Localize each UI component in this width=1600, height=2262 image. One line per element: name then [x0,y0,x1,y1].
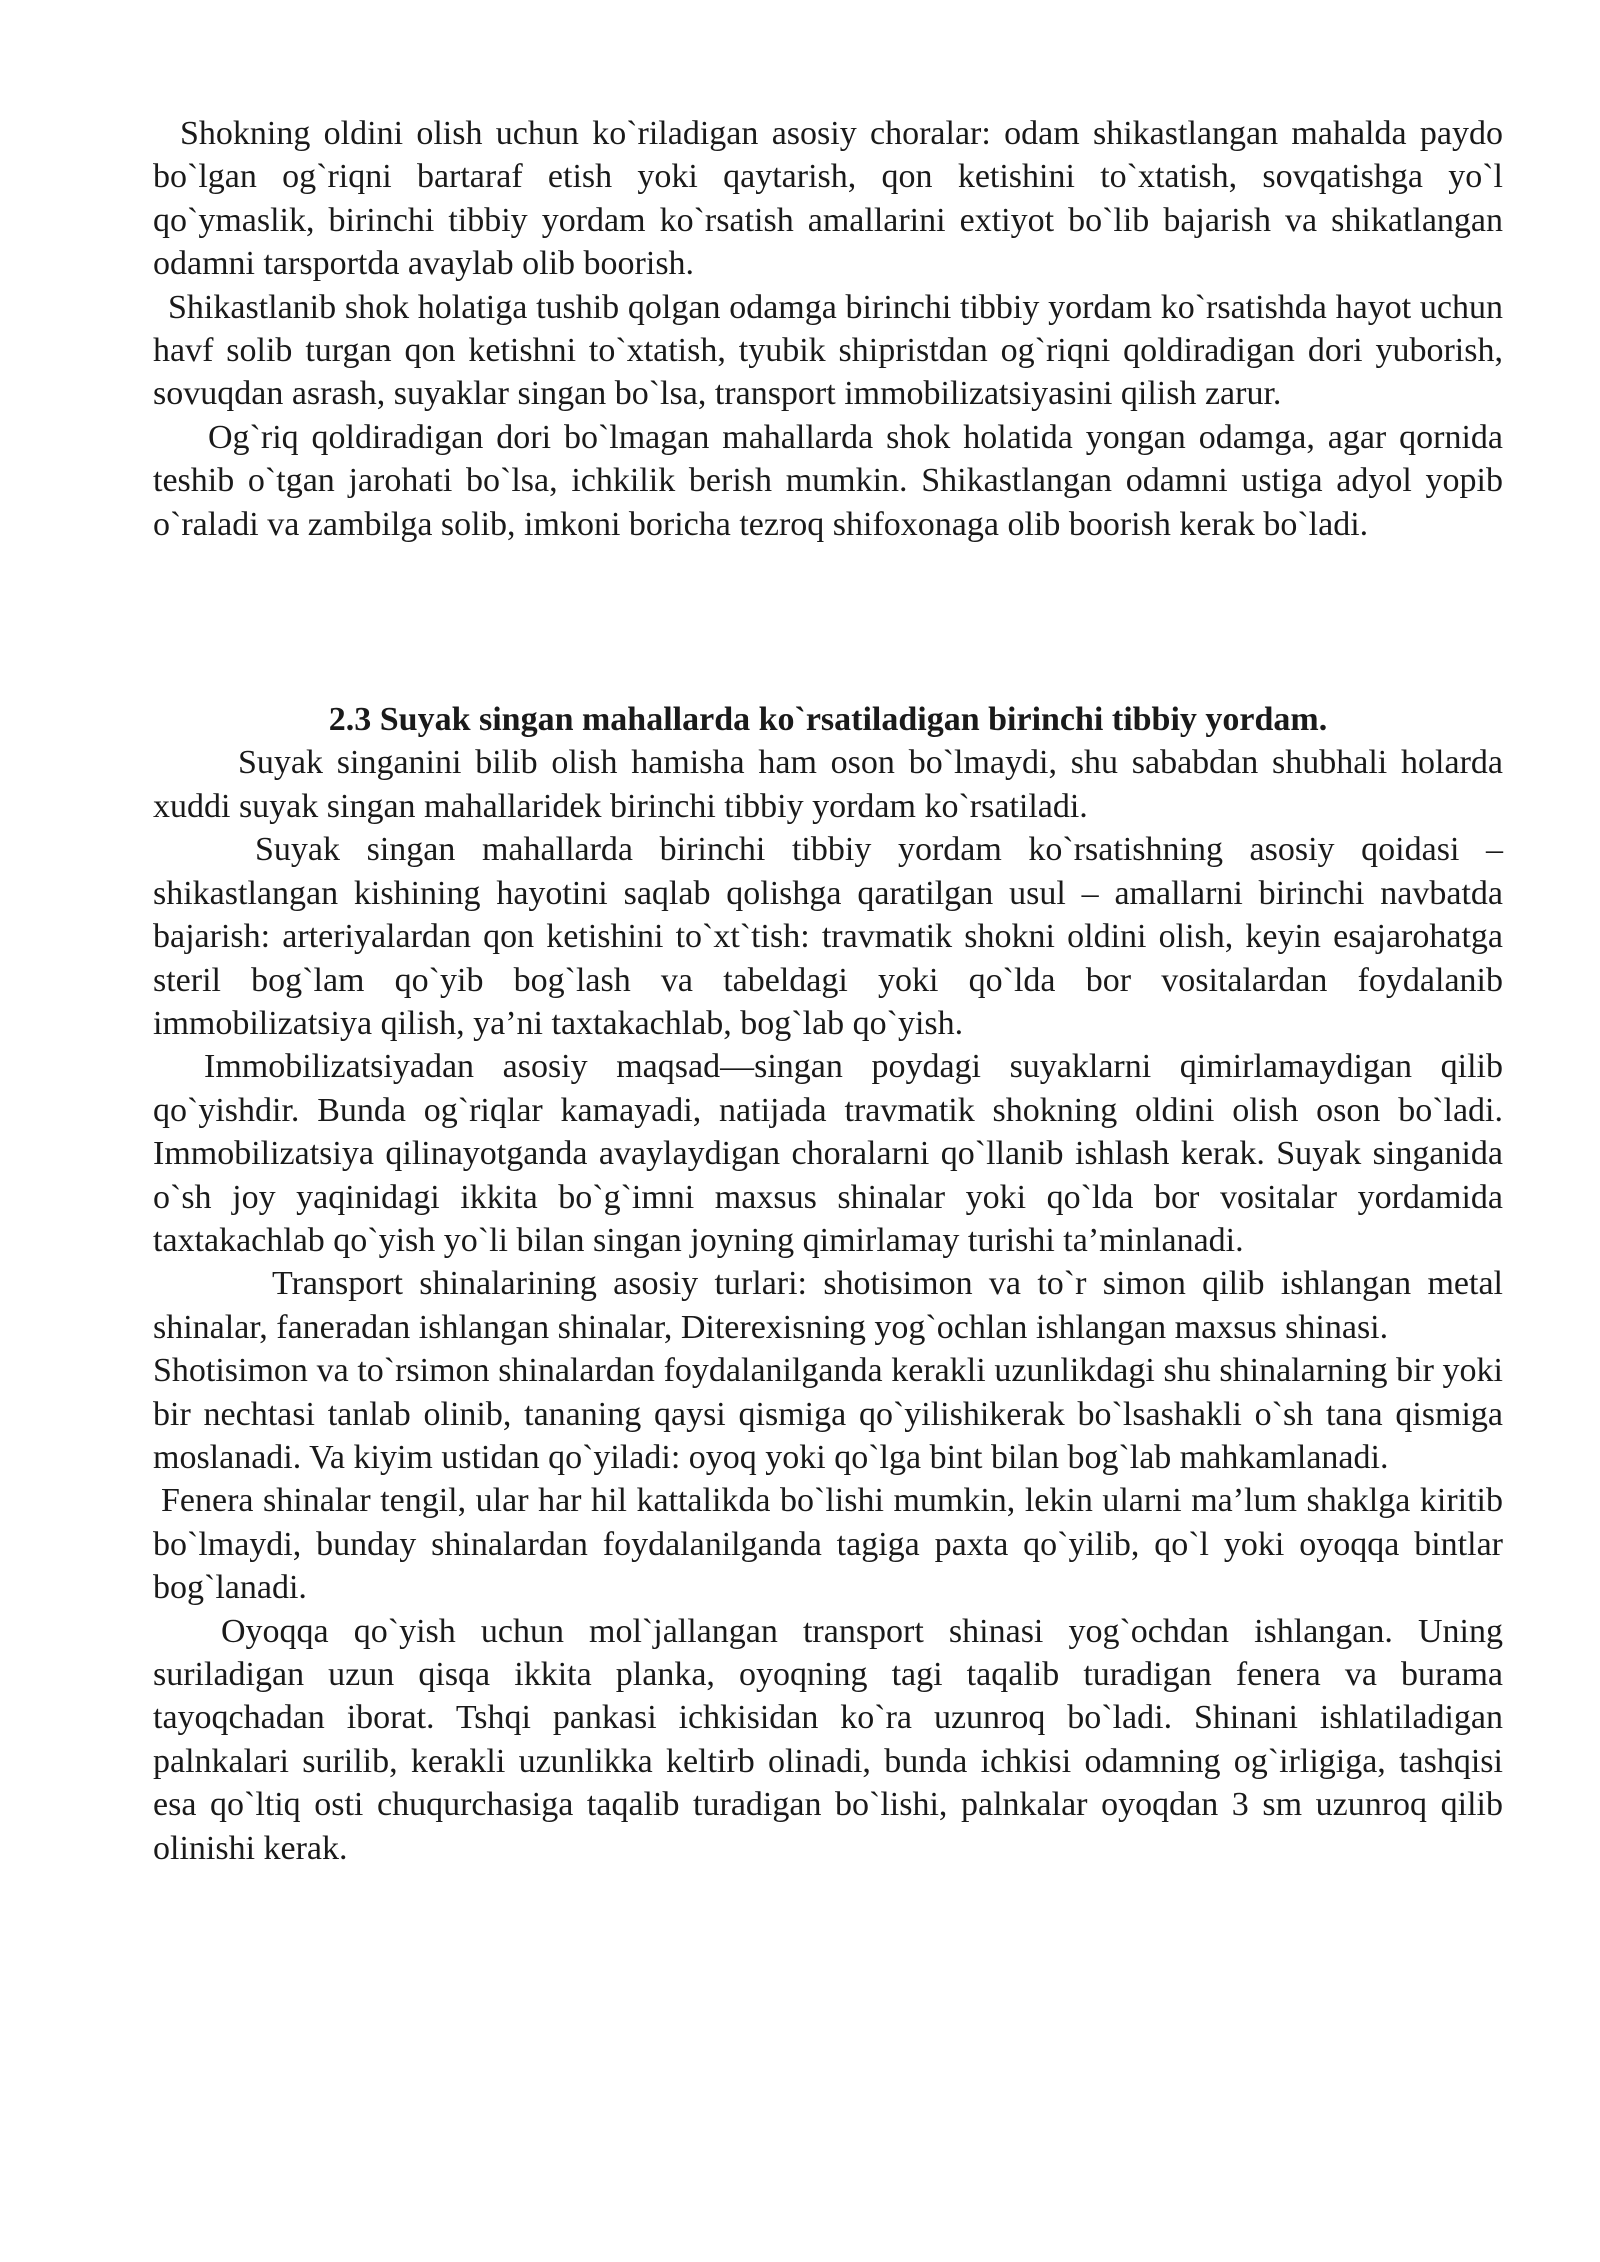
section-paragraph-7: Oyoqqa qo`yish uchun mol`jallangan transport shinasi yog`ochdan ishlangan. Uning suriladigan uzun qisqa ikkita planka, oyoqning tagi taqalib turadigan fenera va burama tayoqchadan iborat. Tshqi pankasi ichkisidan ko`ra uzunroq bo`ladi. Shinani ishlatiladigan palnkalari surilib, kerakli uzunlikka keltirb olinadi, bunda ichkisi odamning og`irligiga, tashqisi esa qo`ltiq osti chuqurchasiga taqalib turadigan bo`lishi, palnkalar oyoqdan 3 sm uzunroq qilib olinishi kerak. [153,1612,1503,1867]
section-paragraph-2: Suyak singan mahallarda birinchi tibbiy yordam ko`rsatishning asosiy qoidasi – shikastlangan kishining hayotini saqlab qolishga qaratilgan usul – amallarni birinchi navbatda bajarish: arteriyalardan qon ketishini to`xt`tish: travmatik shokni oldini olish, keyin esajarohatga steril bog`lam qo`yib bog`lash va tabeldagi yoki qo`lda bor vositalardan foydalanib immobilizatsiya qilish, ya’ni taxtakachlab, bog`lab qo`yish. [153,831,1503,1042]
document-page [153,112,1503,1870]
section-heading: 2.3 Suyak singan mahallarda ko`rsatiladigan birinchi tibbiy yordam. [328,701,1328,739]
intro-paragraph-2: Shikastlanib shok holatiga tushib qolgan odamga birinchi tibbiy yordam ko`rsatishda hayot uchun havf solib turgan qon ketishni to`xtatish, tyubik shipristdan og`riqni qoldiradigan dori yuborish, sovuqdan asrash, suyaklar singan bo`lsa, transport immobilizatsiyasini qilish zarur. [153,288,1503,413]
section-paragraph-5: Shotisimon va to`rsimon shinalardan foydalanilganda kerakli uzunlikdagi shu shinalarning bir yoki bir nechtasi tanlab olinib, tananing qaysi qismiga qo`yilishikerak bo`lsashakli o`sh tana qismiga moslanadi. Va kiyim ustidan qo`yiladi: oyoq yoki qo`lga bint bilan bog`lab mahkamlanadi. [153,1352,1503,1476]
section-spacer [153,546,1503,698]
section-paragraph-1: Suyak singanini bilib olish hamisha ham oson bo`lmaydi, shu sababdan shubhali holarda xuddi suyak singan mahallaridek birinchi tibbiy yordam ko`rsatiladi. [153,744,1503,825]
section-paragraph-4: Transport shinalarining asosiy turlari: shotisimon va to`r simon qilib ishlangan metal shinalar, faneradan ishlangan shinalar, Diterexisning yog`ochlan ishlangan maxsus shinasi. [153,1265,1503,1346]
intro-paragraph-3: Og`riq qoldiradigan dori bo`lmagan mahallarda shok holatida yongan odamga, agar qornida teshib o`tgan jarohati bo`lsa, ichkilik berish mumkin. Shikastlangan odamni ustiga adyol yopib o`raladi va zambilga solib, imkoni boricha tezroq shifoxonaga olib boorish kerak bo`ladi. [153,418,1503,543]
section-paragraph-6: Fenera shinalar tengil, ular har hil kattalikda bo`lishi mumkin, lekin ularni ma’lum shaklga kiritib bo`lmaydi, bunday shinalardan foydalanilganda tagiga paxta qo`yilib, qo`l yoki oyoqqa bintlar bog`lanadi. [153,1482,1503,1607]
intro-paragraph-1: Shokning oldini olish uchun ko`riladigan asosiy choralar: odam shikastlangan mahalda paydo bo`lgan og`riqni bartaraf etish yoki qaytarish, qon ketishini to`xtatish, sovqatishga yo`l qo`ymaslik, birinchi tibbiy yordam ko`rsatish amallarini extiyot bo`lib bajarish va shikatlangan odamni tarsportda avaylab olib boorish. [153,115,1503,283]
section-paragraph-3: Immobilizatsiyadan asosiy maqsad—singan poydagi suyaklarni qimirlamaydigan qilib qo`yishdir. Bunda og`riqlar kamayadi, natijada travmatik shokning oldini olish oson bo`ladi. Immobilizatsiya qilinayotganda avaylaydigan choralarni qo`llanib ishlash kerak. Suyak singanida o`sh joy yaqinidagi ikkita bo`g`imni maxsus shinalar yoki qo`lda bor vositalar yordamida taxtakachlab qo`yish yo`li bilan singan joyning qimirlamay turishi ta’minlanadi. [153,1048,1503,1259]
